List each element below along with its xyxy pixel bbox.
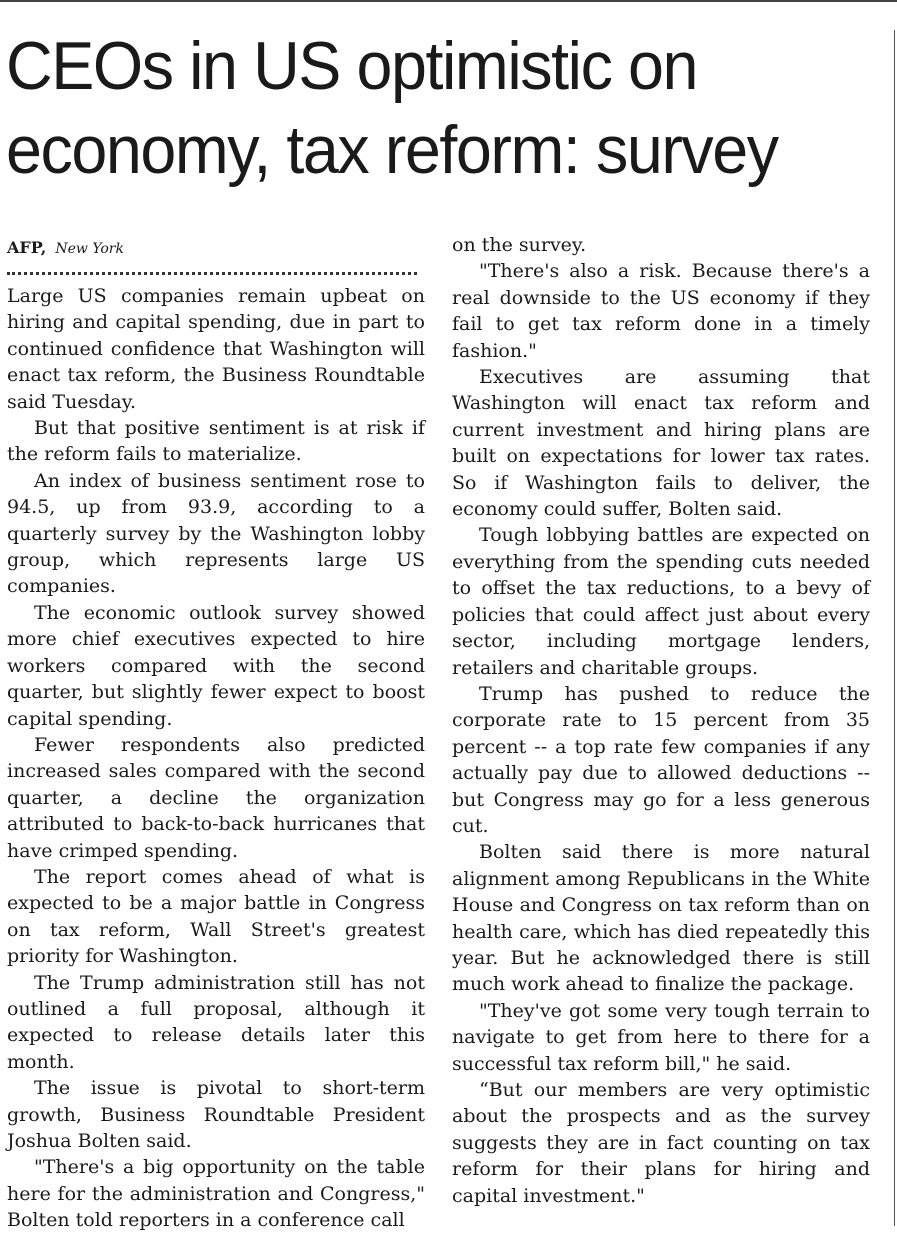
left-column [7, 232, 425, 1234]
paragraph: Executives are assuming that Washington will enact tax reform and current investment and hiring plans are built on expectations for lower tax rates. So if Washington fails to deliver, the economy could suffer, Bolten said. [452, 366, 870, 521]
paragraph: Bolten said there is more natural alignment among Republicans in the White House and Congress on tax reform than on health care, which has died repeatedly this year. But he acknowledged there is still much work ahead to finalize the package. [452, 841, 870, 996]
paragraph: The issue is pivotal to short-term growth, Business Roundtable President Joshua Bolten said. [7, 1077, 425, 1152]
paragraph: But that positive sentiment is at risk if the reform fails to materialize. [7, 417, 425, 466]
paragraph: An index of business sentiment rose to 94.5, up from 93.9, according to a quarterly survey by the Washington lobby group, which represents large US companies. [7, 469, 425, 598]
paragraph: "There's also a risk. Because there's a real downside to the US economy if they fail to get tax reform done in a timely fashion." [452, 260, 870, 362]
column-rule [894, 30, 895, 1226]
byline [7, 232, 425, 262]
byline-dateline: New York [55, 241, 124, 257]
paragraph: "They've got some very tough terrain to navigate to get from here to there for a successful tax reform bill," he said. [452, 999, 870, 1075]
right-column [452, 232, 870, 1209]
paragraph: “But our members are very optimistic about the prospects and as the survey suggests they are in fact counting on tax reform for their plans for hiring and capital investment." [452, 1079, 870, 1207]
paragraph: Fewer respondents also predicted increased sales compared with the second quarter, a decline the organization attributed to back-to-back hurricanes that have crimped spending. [7, 733, 425, 862]
byline-agency: AFP, [7, 238, 47, 257]
paragraph: The Trump administration still has not outlined a full proposal, although it expected to release details later this month. [7, 971, 425, 1073]
paragraph: The report comes ahead of what is expected to be a major battle in Congress on tax reform, Wall Street's greatest priority for Washington. [7, 865, 425, 968]
paragraph: Tough lobbying battles are expected on everything from the spending cuts needed to offset the tax reductions, to a bevy of policies that could affect just about every sector, including mortgage lenders, retailers and charitable groups. [452, 524, 870, 679]
paragraph: The economic outlook survey showed more chief executives expected to hire workers compared with the second quarter, but slightly fewer expect to boost capital spending. [7, 601, 425, 730]
headline: CEOs in US optimistic on economy, tax reform: survey [6, 28, 778, 188]
top-rule [0, 0, 897, 2]
paragraph: "There's a big opportunity on the table here for the administration and Congress," Bolten told reporters in a conference call [7, 1156, 425, 1232]
paragraph-continuation: on the survey. [452, 234, 587, 256]
paragraph: Large US companies remain upbeat on hiring and capital spending, due in part to continued confidence that Washington will enact tax reform, the Business Roundtable said Tuesday. [7, 285, 425, 413]
paragraph: Trump has pushed to reduce the corporate rate to 15 percent from 35 percent -- a top rate few companies if any actually pay due to allowed deductions -- but Congress may go for a less generous cut. [452, 682, 870, 837]
dotted-separator [7, 262, 417, 275]
